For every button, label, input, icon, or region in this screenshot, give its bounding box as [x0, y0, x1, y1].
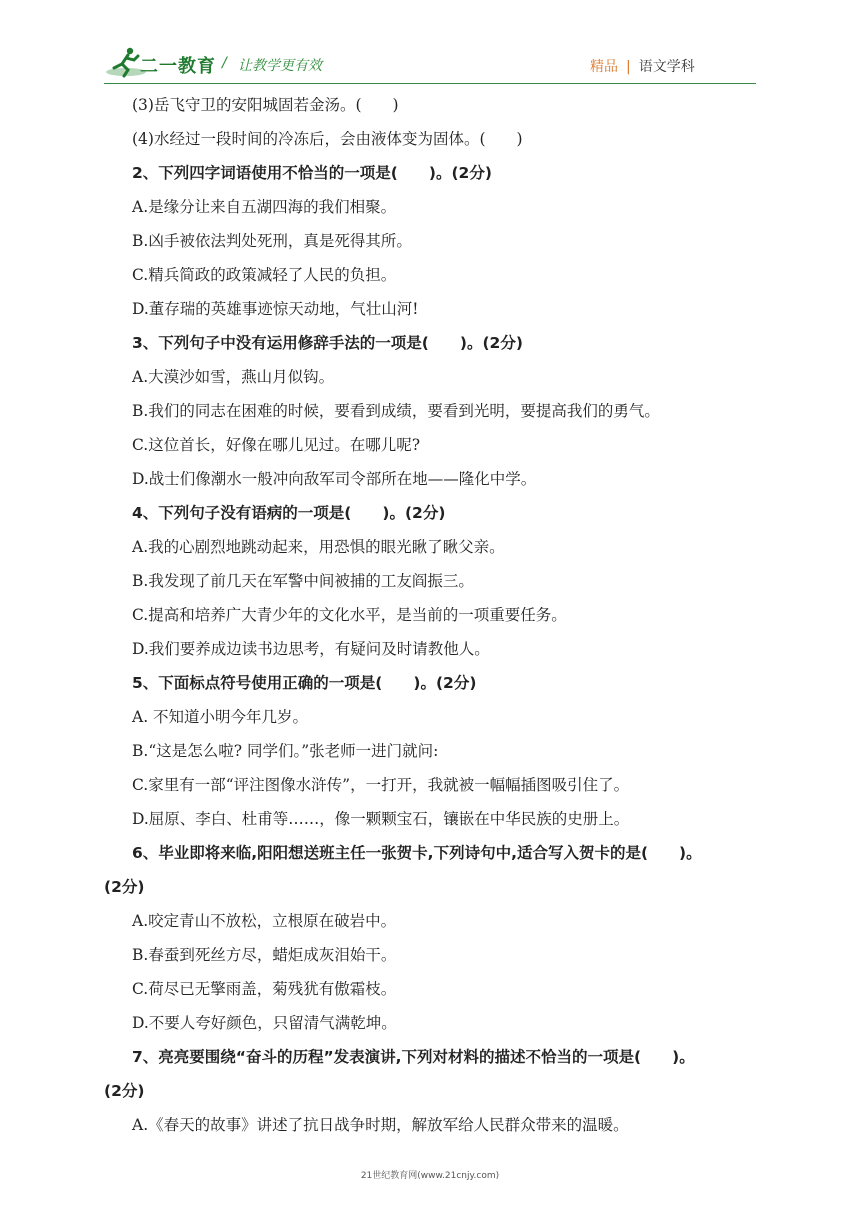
page-footer: 21世纪教育网(www.21cnjy.com)	[360, 1171, 500, 1181]
option: D.我们要养成边读书边思考，有疑问及时请教他人。	[132, 640, 490, 658]
option: C.家里有一部“评注图像水浒传”，一打开，我就被一幅幅插图吸引住了。	[132, 776, 630, 794]
option: A. 不知道小明今年几岁。	[132, 708, 309, 726]
option: B.凶手被依法判处死刑，真是死得其所。	[132, 232, 412, 250]
question-7: 7、亮亮要围绕“奋斗的历程”发表演讲,下列对材料的描述不恰当的一项是( )。	[132, 1048, 695, 1066]
subject-label: 语文学科	[638, 59, 695, 75]
question-3: 3、下列句子中没有运用修辞手法的一项是( )。(2分)	[132, 334, 523, 352]
header-slogan: 让教学更有效	[238, 58, 322, 74]
header-rule	[104, 83, 756, 84]
option: B.我们的同志在困难的时候，要看到成绩，要看到光明，要提高我们的勇气。	[132, 402, 660, 420]
option: A.大漠沙如雪，燕山月似钩。	[132, 368, 335, 386]
quality-tag: 精品	[590, 59, 618, 75]
option: C.荷尽已无擎雨盖，菊残犹有傲霜枝。	[132, 980, 397, 998]
option: D.董存瑞的英雄事迹惊天动地，气壮山河!	[132, 300, 419, 318]
header-separator: /	[222, 55, 227, 71]
question-list	[104, 88, 760, 1142]
option: B.我发现了前几天在军警中间被捕的工友阎振三。	[132, 572, 474, 590]
option: D.不要人夸好颜色，只留清气满乾坤。	[132, 1014, 397, 1032]
header-divider: |	[626, 59, 631, 75]
item-line: (4)水经过一段时间的冷冻后，会由液体变为固体。( )	[132, 130, 523, 148]
option: D.屈原、李白、杜甫等……，像一颗颗宝石，镶嵌在中华民族的史册上。	[132, 810, 630, 828]
page-header	[0, 0, 860, 85]
option: C.这位首长，好像在哪儿见过。在哪儿呢?	[132, 436, 421, 454]
question-2: 2、下列四字词语使用不恰当的一项是( )。(2分)	[132, 164, 492, 182]
option: D.战士们像潮水一般冲向敌军司令部所在地——隆化中学。	[132, 470, 537, 488]
question-7-score: (2分)	[104, 1082, 145, 1100]
option: A.是缘分让来自五湖四海的我们相聚。	[132, 198, 397, 216]
question-6-score: (2分)	[104, 878, 145, 896]
option: B.春蚕到死丝方尽，蜡炬成灰泪始干。	[132, 946, 397, 964]
question-4: 4、下列句子没有语病的一项是( )。(2分)	[132, 504, 446, 522]
option: A.《春天的故事》讲述了抗日战争时期，解放军给人民群众带来的温暖。	[132, 1116, 629, 1134]
option: A.我的心剧烈地跳动起来，用恐惧的眼光瞅了瞅父亲。	[132, 538, 505, 556]
option: B.“这是怎么啦? 同学们。”张老师一进门就问:	[132, 742, 439, 760]
option: A.咬定青山不放松，立根原在破岩中。	[132, 912, 397, 930]
option: C.提高和培养广大青少年的文化水平，是当前的一项重要任务。	[132, 606, 567, 624]
question-5: 5、下面标点符号使用正确的一项是( )。(2分)	[132, 674, 477, 692]
header-right	[590, 56, 695, 76]
item-line: (3)岳飞守卫的安阳城固若金汤。( )	[132, 96, 399, 114]
brand-name: 二一教育	[140, 56, 216, 77]
question-6: 6、毕业即将来临,阳阳想送班主任一张贺卡,下列诗句中,适合写入贺卡的是( )。	[132, 844, 702, 862]
option: C.精兵简政的政策减轻了人民的负担。	[132, 266, 397, 284]
